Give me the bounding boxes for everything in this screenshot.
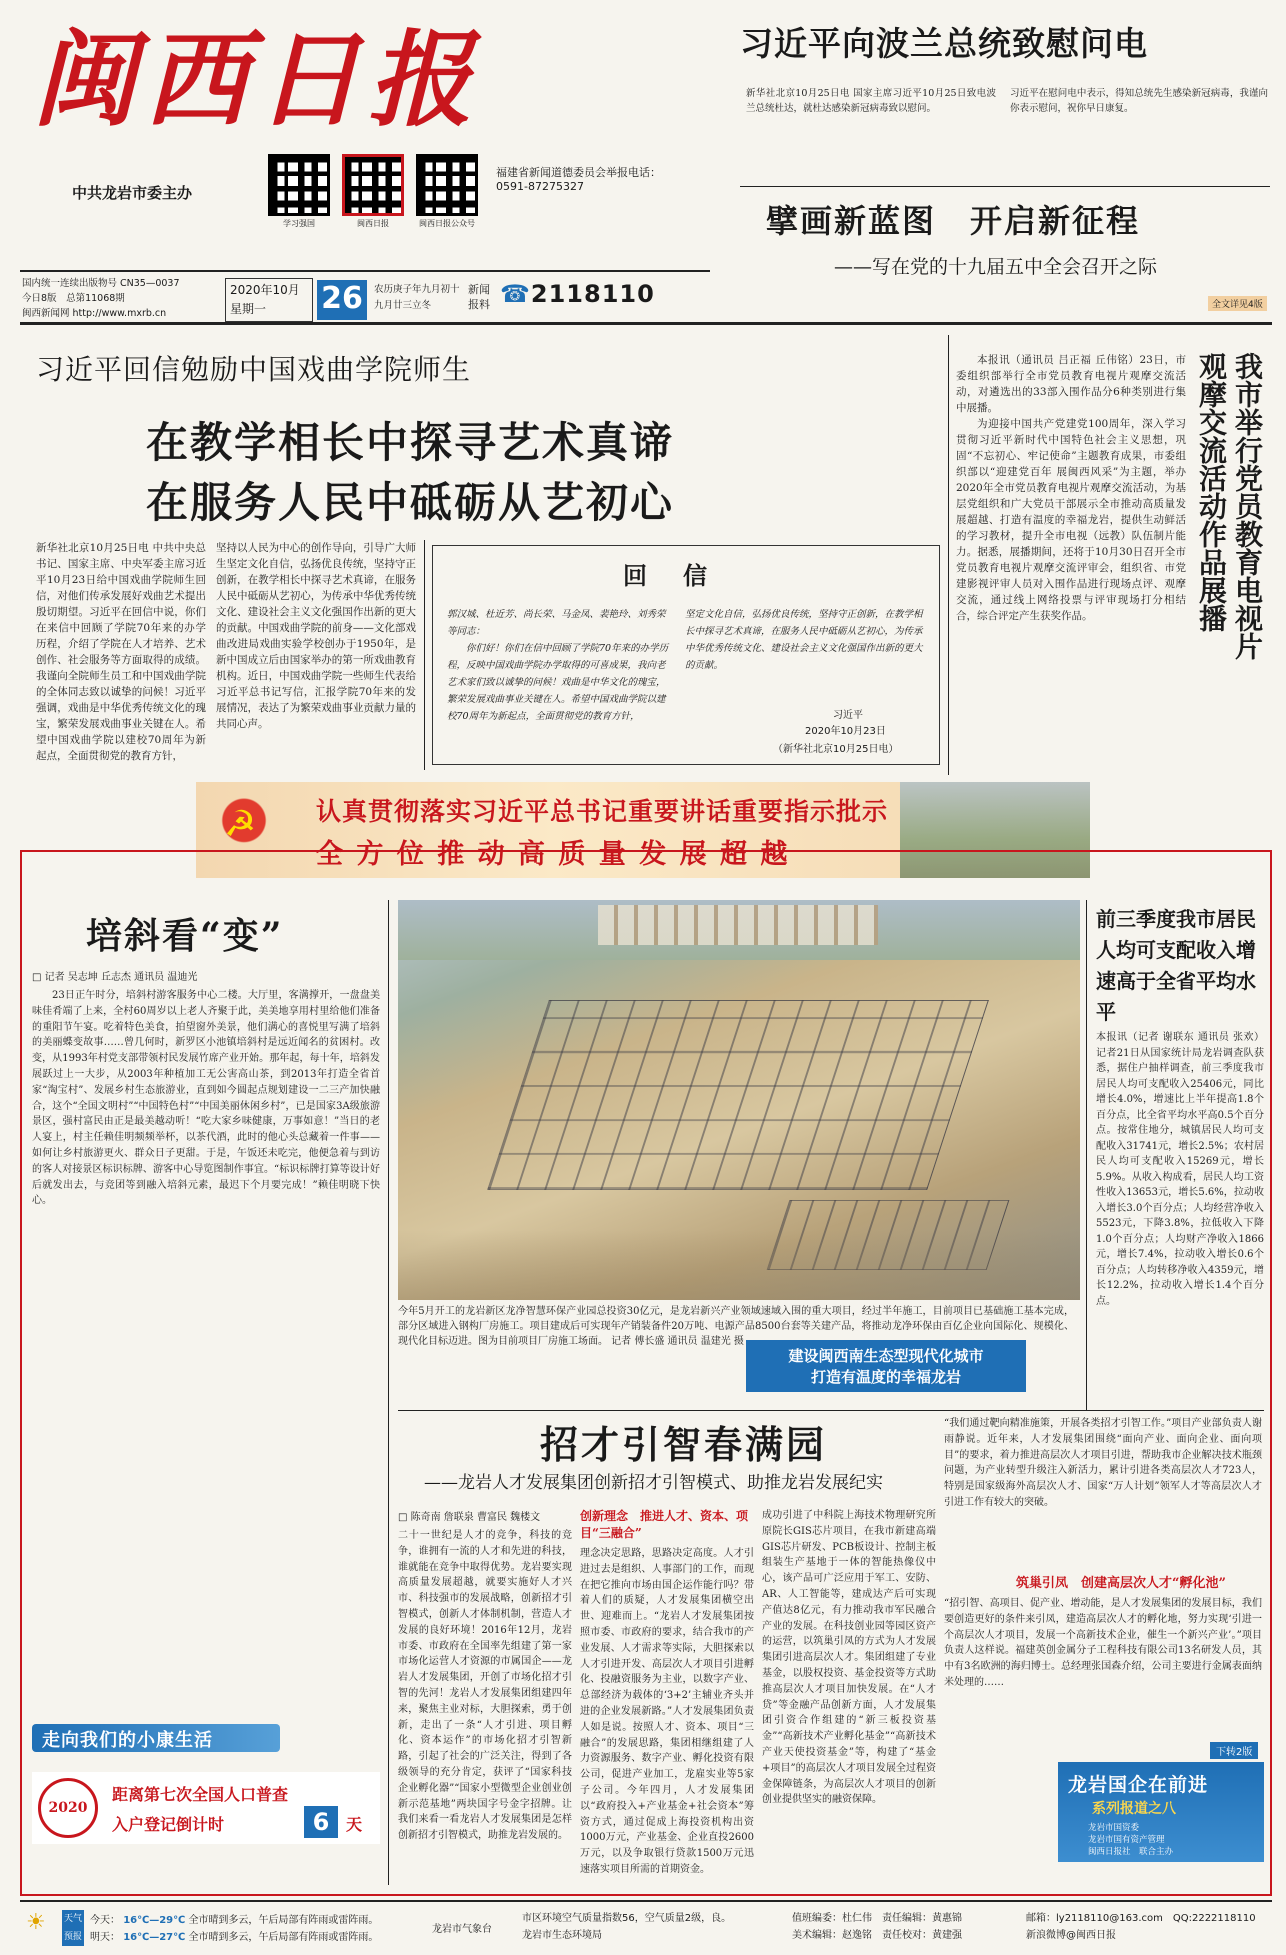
publisher: 中共龙岩市委主办 <box>72 184 193 202</box>
letter-col-1 <box>447 606 673 756</box>
tomorrow-desc: 全市晴到多云，午后局部有阵雨或雷阵雨。 <box>188 1932 379 1943</box>
talent-col-3: 成功引进了中科院上海技术物理研究所原院长GIS芯片项目，在我市新建高端GIS芯片研发、PCB板设计、控制主板组装生产基地于一体的智能热像仪中心，该产品可广泛应用于军工、安防、AR、人工智能等，建成达产后可实现产值达8亿元，有力推动我市军民融合产业的发展。在科技创业园等园区资产的运营，以筑巢引凤的方式为人才发展集团引进高层次人才。集团组建了专业基金，以股权投资、基金投资等方式助推高层次人才项目加快发展。在“人才贷”等金融产品创新方面，人才发展集团引资合作组建的“新三板投资基金”“高新技术产业孵化基金”“高新技术产业天使投资基金”等，构建了“基金+项目”的高层次人才项目发展全过程资金保障链条，为高层次人才项目的创新创业提供坚实的融资保障。 <box>762 1510 936 1806</box>
talent-subhead-1: 创新理念 推进人才、资本、项目“三融合” <box>580 1509 749 1540</box>
page-count: 今日8版 <box>22 293 57 304</box>
date-month: 2020年10月 <box>230 283 300 297</box>
weather-tag <box>62 1910 84 1946</box>
feature-byline: □ 记者 吴志坤 丘志杰 通讯员 温迪光 <box>32 972 198 983</box>
talent-col-4: “我们通过靶向精准施策，开展各类招才引智工作。”项目产业部负责人谢雨静说。近年来，人才发展集团围绕“面向产业、面向企业、面向项目”的要求，着力推进高层次人才项目引进，帮助我市企业解决技术瓶颈问题，为产业转型升级注入新活力，累计引进各类高层次人才723人，特别是国家级海外高层次人才、国家“万人计划”领军人才等高层次人才引进工作有较大的突破。 <box>944 1418 1262 1508</box>
feature-paragraph: 23日正午时分，培斜村游客服务中心二楼。大厅里，客满撑开，一盘盘美味佳肴端了上来，全村60周岁以上老人齐聚于此，美美地享用村里给他们准备的重阳节午宴。吃着特色美食，拍望窗外美景，他们满心的喜悦里写满了培斜的美丽蝶变故事……曾几何时，新罗区小池镇培斜村是远近闻名的贫困村。改变，从1993年村党支部带领村民发展竹席产业开始。那年起，每十年，培斜发展跃过上一大步，从2003年种植加工无公害高山茶，到2013年打造全省首家“淘宝村”、发展乡村生态旅游业，直到如今圆起点规划建设一二三产加快融合，这个“全国文明村”“中国特色村”“中国美丽休闲乡村”，已是国家3A级旅游景区，强村富民由正是最美越动听！“吃大家乡味健康，万事如意！”当日的老人宴上，村主任赖佳明频频举杯，以茶代酒，此时的他心头总藏着一件事——如何让乡村旅游更火、群众日子更甜。于是，午饭还未吃完，他便急着与到访的客人对接景区标识标牌、游客中心导览图制作事宜。“标识标牌打算等设计好后就发出去，与竞团等到融入培斜元素，最迟下个月要完成！”赖佳明晓下快心。 <box>32 990 380 1207</box>
series-credit: 闽西日报社 联合主办 <box>1088 1847 1174 1857</box>
qr-caption: 闽西日报公众号 <box>419 219 475 228</box>
qr-code-xuexi[interactable] <box>268 154 330 216</box>
lead-headline-1[interactable]: 在教学相长中探寻艺术真谛 <box>146 418 675 467</box>
lead-kicker: 习近平回信勉励中国戏曲学院师生 <box>36 353 472 386</box>
talent-subtitle: ——龙岩人才发展集团创新招才引智模式、助推龙岩发展纪实 <box>424 1473 883 1493</box>
census-countdown <box>32 1772 380 1844</box>
solar-term: 九月廿三立冬 <box>374 300 432 311</box>
air-quality-text: 市区环境空气质量指数56，空气质量2级，良。 <box>522 1913 732 1924</box>
divider <box>424 540 425 770</box>
talent-col-2: 理念决定思路，思路决定高度。人才引进过去是组织、人事部门的工作，而现在把它推向市场由国企运作能行吗？带着人们的质疑，人才发展集团横空出世、迎难而上。“龙岩人才发展集团按照市委、市政府的要求，结合我市的产业发展、人才需求等实际，大胆探索以人才引进开发、高层次人才项目引进孵化、投融资服务为主业，以数字产业、总部经济为载体的‘3+2’主辅业齐头并进的企业发展新路。”人才发展集团负责人如是说。按照人才、资本、项目“三融合”的发展思路，集团相继组建了人力资源服务、数字产业、孵化投资有限公司，促进产业加工，龙雇实业等5家子公司。今年四月，人才发展集团以“政府投入+产业基金+社会资本”筹资方式，通过促成上海投资机构出资1000万元，产业基金、企业直投2600万元，以及争取银行贷款1500万元迅速落实项目所需的首期资金。 <box>580 1548 754 1875</box>
divider <box>398 1410 1264 1411</box>
closing-tag <box>32 1724 280 1752</box>
divider <box>740 186 1270 187</box>
article-col: 新华社北京10月25日电 国家主席习近平10月25日致电波兰总统杜达，就杜达感染新冠病毒致以慰问。 <box>746 88 996 114</box>
supervision-label: 福建省新闻道德委员会举报电话： <box>496 166 661 179</box>
tomorrow-temp: 16℃—27℃ <box>123 1932 186 1943</box>
issue-number: 总第11068期 <box>66 293 125 304</box>
series-credits <box>1088 1822 1173 1858</box>
date-box <box>225 278 313 322</box>
subhead-blueprint: ——写在党的十九届五中全会召开之际 <box>834 256 1158 278</box>
income-body: 本报讯（记者 谢联东 通讯员 张欢）记者21日从国家统计局龙岩调查队获悉，据住户抽样调查，前三季度我市居民人均可支配收入25406元，同比增长4.0%，增速比上半年提高1.8个百分点，比全省平均水平高0.5个百分点。按常住地分，城镇居民人均可支配收入31741元，增长2.5%；农村居民人均可支配收入15269元，增长5.9%。从收入构成看，居民人均工资性收入13653元，增长5.6%，拉动收入增长3.0个百分点；人均经营净收入5523元，下降3.8%，拉低收入下降1.0个百分点；人均财产净收入1866元，增长7.4%，拉动收入增长0.6个百分点；人均转移净收入4359元，增长12.2%，拉动收入增长1.4个百分点。 <box>1096 1032 1264 1307</box>
weather-sun-icon: ☀ <box>26 1910 46 1935</box>
countdown-line-1: 距离第七次全国人口普查 <box>112 1785 289 1804</box>
feature-title[interactable]: 培斜看“变” <box>86 915 284 957</box>
letter-title: 回 信 <box>623 561 713 590</box>
website-link[interactable]: 闽西新闻网 http://www.mxrb.cn <box>22 308 167 319</box>
weather-forecast <box>90 1912 378 1946</box>
talent-title[interactable]: 招才引智春满园 <box>540 1422 828 1467</box>
qr-code-wechat[interactable] <box>416 154 478 216</box>
series-credit: 龙岩市国资委 <box>1088 1823 1140 1833</box>
countdown-unit: 天 <box>346 1815 363 1834</box>
countdown-days: 6 <box>304 1806 338 1838</box>
see-page-tag[interactable]: 全文详见4版 <box>1208 296 1267 311</box>
right-body: 为迎接中国共产党建党100周年，深入学习贯彻习近平新时代中国特色社会主义思想，巩固“不忘初心、牢记使命”主题教育成果，市委组织部以“迎建党百年 展闽西风采”为主题，举办2020年全市党员教育电视片观摩交流活动，为基层党组织和广大党员干部展示全市推动高质量发展超越、打造有温度的幸福龙岩，提供生动鲜活的学习教材，提升全市电视（远教）队伍制片能力。据悉，展播期间，还将于10月30日召开全市党员教育电视片观摩交流评审会，组织省、市党建影视评审人员对入围作品进行现场点评、观摩交流，通过线上网络投票与评审现场打分相结合，综合评定产生获奖作品。 <box>956 418 1186 622</box>
headline-blueprint[interactable]: 擘画新蓝图 开启新征程 <box>766 202 1141 240</box>
today-desc: 全市晴到多云，午后局部有阵雨或雷阵雨。 <box>188 1915 379 1926</box>
slogan-line-1: 建设闽西南生态型现代化城市 <box>788 1347 984 1365</box>
letter-date: 2020年10月23日 <box>805 726 886 737</box>
letter-source: （新华社北京10月25日电） <box>773 744 899 755</box>
divider <box>388 900 389 1885</box>
qr-caption: 闽西日报 <box>357 219 389 228</box>
lunar-date <box>374 282 460 314</box>
lead-col-2: 坚持以人民为中心的创作导向，引导广大师生坚定文化自信，弘扬优良传统，坚持守正创新，在教学相长中探寻艺术真谛，在服务人民中砥砺从艺初心，为传承中华优秀传统文化、建设社会主义文化强国作出新的更大的贡献。中国戏曲学院的前身——文化部戏曲改进局戏曲实验学校创办于1950年，是新中国成立后由国家举办的第一所戏曲教育机构。近日，中国戏曲学院一些师生代表给习近平总书记写信，汇报学院70年来的发展情况，表达了为繁荣戏曲事业贡献力量的共同心声。 <box>216 542 416 730</box>
contact <box>1026 1910 1256 1944</box>
news-hotline[interactable]: ☎2118110 <box>500 280 655 308</box>
closing-tag-text: 走向我们的小康生活 <box>42 1730 213 1751</box>
letter-box <box>432 545 940 765</box>
right-byline: 本报讯（通讯员 吕正福 丘伟铭）23日，市委组织部举行全市党员教育电视片观摩交流活动，对遴选出的33部入围作品分6种类别进行集中展播。 <box>956 354 1186 414</box>
air-quality <box>522 1910 732 1944</box>
issue-info <box>22 276 222 321</box>
talent-col-1: 二十一世纪是人才的竞争，科技的竞争，谁拥有一流的人才和先进的科技，谁就能在竞争中取得优势。龙岩要实现高质量发展超越，就要实施好人才兴市、科技强市的发展战略，创新招才引智模式，创新人才体制机制，营造人才发展的良好环境！2016年12月，龙岩市委、市政府在全国率先组建了第一家市场化运营人才资源的市属国企——龙岩人才发展集团，开创了市场化招才引智的先河！龙岩人才发展集团组建四年来，聚焦主业对标，大胆探索，勇于创新，走出了一条“人才引进、项目孵化、资本运作”的市场化招才引智新路，引起了社会的广泛关注，得到了各级领导的充分肯定，获评了“国家科技企业孵化器”“国家小型微型企业创业创新示范基地”两块国字号金字招牌。让我们来看一看龙岩人才发展集团是怎样创新招才引智模式，助推龙岩发展的。 <box>398 1530 572 1842</box>
talent-col-5: “招引智、高项目、促产业、增动能，是人才发展集团的发展目标，我们要创造更好的条件来引凤，建造高层次人才的孵化地，努力实现‘引进一个高层次人才项目，发展一个高新技术企业，催生一个新兴产业’。”项目负责人这样说。福建英创金属分子工程科技有限公司13名研发人员，其中有3名欧洲的海归博士。总经理张国森介绍，公司主要进行金属表面纳米处理的…… <box>944 1598 1262 1688</box>
party-emblem-icon: ☭ <box>196 782 292 878</box>
qr-caption: 学习强国 <box>283 219 315 228</box>
letter-signature: 习近平 <box>833 710 863 721</box>
divider <box>20 1900 1272 1902</box>
air-quality-source: 龙岩市生态环境局 <box>522 1930 602 1941</box>
city-slogan <box>746 1340 1026 1392</box>
letter-salutation: 郭汉城、杜近芳、尚长荣、马金凤、裴艳玲、刘秀荣等同志： <box>447 609 666 637</box>
continued-tag[interactable]: 下转2版 <box>1210 1742 1258 1759</box>
editors-line: 值班编委：杜仁伟 责任编辑：黄惠锦 <box>792 1913 962 1924</box>
countdown-line-2: 入户登记倒计时 <box>112 1815 225 1834</box>
forecast-label: 预报 <box>63 1932 82 1942</box>
divider <box>1086 900 1087 1410</box>
footer-bar <box>22 1906 1272 1950</box>
today-temp: 16℃—29℃ <box>123 1915 186 1926</box>
date-weekday: 星期一 <box>230 302 267 316</box>
article-col: 习近平在慰问电中表示，得知总统先生感染新冠病毒，我谨向你表示慰问，祝你早日康复。 <box>1010 88 1268 114</box>
editors <box>792 1910 962 1944</box>
cn-number: 国内统一连续出版物号 CN35—0037 <box>22 278 180 289</box>
vertical-title-2[interactable]: 观摩交流活动作品展播 <box>1195 352 1228 632</box>
divider <box>20 270 710 272</box>
qr-code-mxrb[interactable] <box>342 154 404 216</box>
weather-source: 龙岩市气象台 <box>432 1924 492 1935</box>
contact-email[interactable]: 邮箱：ly2118110@163.com QQ:2222118110 <box>1026 1913 1256 1924</box>
series-credit: 龙岩市国有资产管理 <box>1088 1835 1165 1845</box>
talent-byline: □ 陈奇南 詹联泉 曹富民 魏楼文 <box>398 1512 541 1523</box>
hotline-label: 新闻报料 <box>468 283 490 311</box>
divider <box>948 335 949 775</box>
vertical-title-1[interactable]: 我市举行党员教育电视片 <box>1231 352 1264 660</box>
divider <box>20 322 1272 325</box>
series-box[interactable] <box>1058 1762 1264 1862</box>
lunar-line: 农历庚子年九月初十 <box>374 284 460 295</box>
today-label: 今天： <box>90 1915 120 1926</box>
series-title: 龙岩国企在前进 <box>1068 1774 1209 1796</box>
lead-col-1: 新华社北京10月25日电 中共中央总书记、国家主席、中央军委主席习近平10月23日给中国戏曲学院师生回信，对他们传承发展好戏曲艺术提出殷切期望。习近平在回信中说，你们在来信中回顾了学院70年来的办学历程，介绍了学院在人才培养、艺术创作、社会服务等方面取得的成绩。我谨向全院师生员工和中国戏曲学院的全体同志致以诚挚的问候！习近平强调，戏曲是中华优秀传统文化的瑰宝，繁荣发展戏曲事业关键在人。希望中国戏曲学院以建校70周年为新起点，全面贯彻党的教育方针， <box>36 542 206 762</box>
lead-headline-2[interactable]: 在服务人民中砥砺从艺初心 <box>146 478 675 527</box>
talent-subhead-2: 筑巢引凤 创建高层次人才“孵化池” <box>1016 1576 1226 1591</box>
masthead <box>26 14 712 286</box>
income-headline[interactable]: 前三季度我市居民人均可支配收入增速高于全省平均水平 <box>1096 907 1256 1024</box>
headline-poland[interactable]: 习近平向波兰总统致慰问电 <box>740 24 1148 63</box>
construction-photo[interactable] <box>398 900 1080 1300</box>
series-subtitle: 系列报道之八 <box>1092 1801 1176 1817</box>
banner-line-1: 认真贯彻落实习近平总书记重要讲话重要指示批示 <box>316 797 889 826</box>
slogan-line-2: 打造有温度的幸福龙岩 <box>810 1368 961 1386</box>
tomorrow-label: 明天： <box>90 1932 120 1943</box>
newspaper-logo: 闽西日报 <box>32 18 481 141</box>
contact-weibo[interactable]: 新浪微博@闽西日报 <box>1026 1930 1116 1941</box>
editors-line: 美术编辑：赵逸铭 责任校对：黄建强 <box>792 1930 962 1941</box>
letter-body: 你们好！你们在信中回顾了学院70年来的办学历程，反映中国戏曲学院办学取得的可喜成果，我向老艺术家们致以诚挚的问候！戏曲是中华文化的瑰宝，繁荣发展戏曲事业关键在人。希望中国戏曲学院以建校70周年为新起点，全面贯彻党的教育方针， <box>447 643 669 722</box>
banner-line-2: 全 方 位 推 动 高 质 量 发 展 超 越 <box>316 839 790 870</box>
census-logo-icon: 2020 <box>38 1778 98 1838</box>
supervision-phone[interactable]: 0591-87275327 <box>496 180 584 193</box>
weather-label: 天气 <box>63 1914 82 1924</box>
feature-body <box>32 988 380 1698</box>
date-day: 26 <box>317 280 367 320</box>
photo-caption: 今年5月开工的龙岩新区龙净智慧环保产业园总投资30亿元，是龙岩新兴产业领域速域入围的重大项目，经过半年施工，目前项目已基础施工基本完成，部分区域进入钢构厂房施工。项目建成后可实现年产销装备件20万吨、电源产品8500台套等关建产品，将推动龙净环保由百亿企业向国际化、规模化、现代化目标迈进。图为目前项目厂房施工场面。 记者 傅长盛 通讯员 温建光 摄 <box>398 1306 1074 1347</box>
right-article <box>956 352 1186 772</box>
letter-col-2: 坚定文化自信，弘扬优良传统，坚持守正创新，在教学相长中探寻艺术真谛，在服务人民中砥砺从艺初心，为传承中华优秀传统文化、建设社会主义文化强国作出新的更大的贡献。 <box>685 609 923 671</box>
